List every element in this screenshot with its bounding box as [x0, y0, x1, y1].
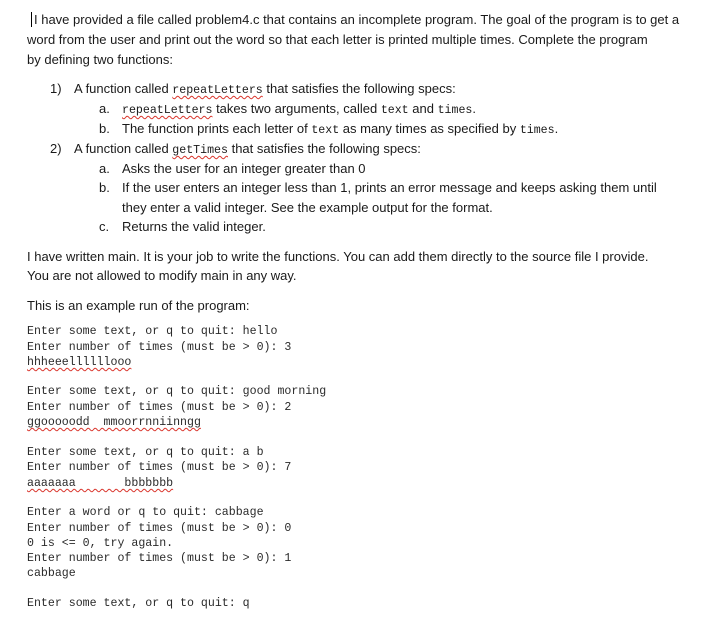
list-item-1a-letter: a. [99, 101, 110, 116]
function-name-gettimes: getTimes [172, 144, 228, 157]
arg-times: times [437, 104, 473, 117]
intro-line-1: I have provided a file called problem4.c that contains an incomplete program. The goal of the program is to get a [34, 12, 680, 27]
list-item-1b: The function prints each letter of text as many times as specified by times. [122, 121, 559, 137]
example-output-line: Enter a word or q to quit: cabbage [27, 506, 264, 519]
main-note-line-1: I have written main. It is your job to write the functions. You can add them directly to the source file I provide. [27, 249, 649, 264]
example-output-line: Enter number of times (must be > 0): 1 [27, 552, 292, 565]
example-output-line: Enter some text, or q to quit: a b [27, 446, 264, 459]
example-output-line: Enter number of times (must be > 0): 7 [27, 461, 292, 474]
example-output-line: Enter some text, or q to quit: q [27, 597, 250, 610]
example-output-line: Enter some text, or q to quit: good morning [27, 385, 327, 398]
list-item-1: A function called repeatLetters that satisfies the following specs: [74, 81, 456, 97]
example-output-line: hhheeellllllooo [27, 356, 132, 369]
arg-times: times [519, 124, 555, 137]
list-item-2c: Returns the valid integer. [122, 219, 266, 234]
example-output-line: Enter number of times (must be > 0): 2 [27, 401, 292, 414]
list-item-2: A function called getTimes that satisfies the following specs: [74, 141, 421, 157]
list-item-2b-line-1: If the user enters an integer less than 1, prints an error message and keeps asking them until [122, 180, 657, 195]
example-output-line: Enter number of times (must be > 0): 3 [27, 341, 292, 354]
function-name-repeatletters: repeatLetters [172, 84, 263, 97]
list-item-2b-line-2: they enter a valid integer. See the example output for the format. [122, 200, 493, 215]
list-item-2a-letter: a. [99, 161, 110, 176]
list-item-2b-letter: b. [99, 180, 110, 195]
function-name-repeatletters: repeatLetters [122, 104, 213, 117]
list-item-1b-letter: b. [99, 121, 110, 136]
list-item-2-number: 2) [50, 141, 62, 156]
intro-line-3: by defining two functions: [27, 52, 173, 67]
example-output-line: Enter number of times (must be > 0): 0 [27, 522, 292, 535]
list-item-1a: repeatLetters takes two arguments, called text and times. [122, 101, 476, 117]
list-item-2c-letter: c. [99, 219, 110, 234]
example-output-line: Enter some text, or q to quit: hello [27, 325, 278, 338]
main-note-line-2: You are not allowed to modify main in any way. [27, 268, 297, 283]
text-cursor [31, 12, 32, 27]
example-output-line: 0 is <= 0, try again. [27, 537, 174, 550]
intro-line-2: word from the user and print out the word so that each letter is printed multiple times. Complete the program [27, 32, 648, 47]
list-item-1-number: 1) [50, 81, 62, 96]
example-output-line: aaaaaaa bbbbbbb [27, 477, 174, 490]
list-item-2a: Asks the user for an integer greater than 0 [122, 161, 366, 176]
example-output-line: ggooooodd mmoorrnniinngg [27, 416, 201, 429]
arg-text: text [380, 104, 409, 117]
example-heading: This is an example run of the program: [27, 298, 250, 313]
example-output-line: cabbage [27, 567, 76, 580]
arg-text: text [311, 124, 340, 137]
